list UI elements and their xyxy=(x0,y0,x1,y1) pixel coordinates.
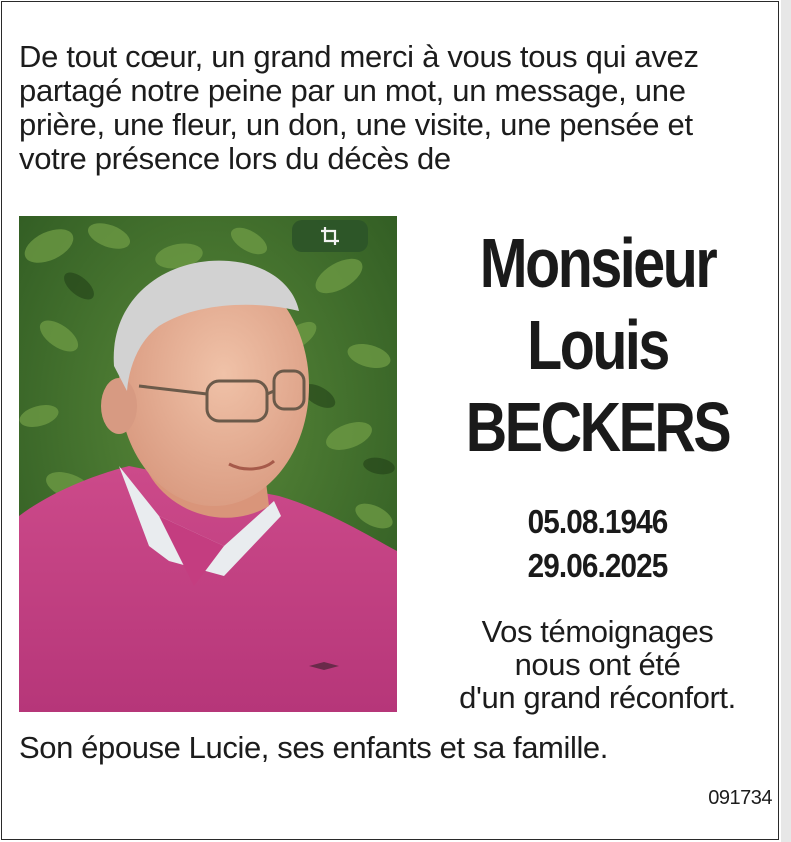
thanks-line: nous ont été xyxy=(514,647,681,682)
intro-line: prière, une fleur, un don, une visite, une pensée et xyxy=(19,107,693,142)
life-dates xyxy=(420,500,775,588)
intro-line: votre présence lors du décès de xyxy=(19,141,451,176)
page-edge xyxy=(781,0,791,842)
birth-date: 05.08.1946 xyxy=(527,503,668,540)
reference-number: 091734 xyxy=(708,787,772,809)
intro-line: partagé notre peine par un mot, un message, une xyxy=(19,73,686,108)
name-title: Monsieur xyxy=(479,224,716,302)
crop-icon-glyph xyxy=(319,225,341,247)
crop-icon[interactable] xyxy=(292,220,368,252)
family-signature: Son épouse Lucie, ses enfants et sa famille. xyxy=(19,730,608,765)
last-name: BECKERS xyxy=(465,388,730,466)
intro-text xyxy=(19,40,777,176)
death-date: 29.06.2025 xyxy=(527,547,668,584)
first-name: Louis xyxy=(527,306,668,384)
portrait-photo xyxy=(19,216,397,712)
thanks-text xyxy=(420,615,775,714)
intro-line: De tout cœur, un grand merci à vous tous qui avez xyxy=(19,39,699,74)
deceased-name xyxy=(420,222,775,468)
thanks-line: d'un grand réconfort. xyxy=(459,680,736,715)
portrait-illustration xyxy=(19,216,397,712)
thanks-line: Vos témoignages xyxy=(481,614,714,649)
